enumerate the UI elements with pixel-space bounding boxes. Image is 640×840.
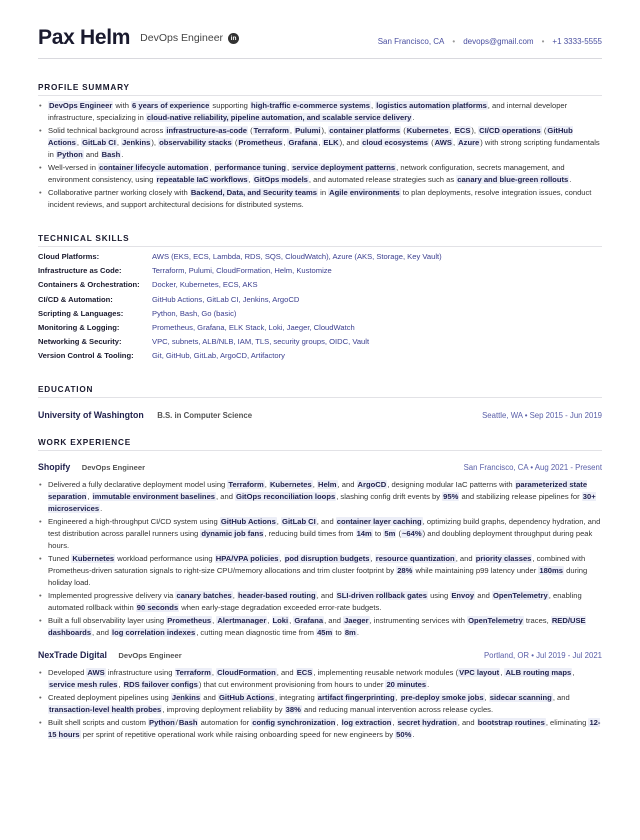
bullet-text: , xyxy=(283,138,288,147)
highlight-text: pre-deploy smoke jobs xyxy=(400,693,484,702)
highlight-text: 8m xyxy=(344,628,356,637)
highlight-text: service mesh rules xyxy=(49,680,118,689)
skill-value: Python, Bash, Go (basic) xyxy=(152,308,237,318)
highlight-text: 180ms xyxy=(539,566,564,575)
highlight-text: ALB routing maps xyxy=(505,668,572,677)
summary-list xyxy=(38,100,602,211)
bullet-text: , and xyxy=(457,718,477,727)
highlight-text: bootstrap routines xyxy=(477,718,545,727)
skill-value: Git, GitHub, GitLab, ArgoCD, Artifactory xyxy=(152,351,285,361)
job-header xyxy=(38,457,602,475)
skill-value: GitHub Actions, GitLab CI, Jenkins, ArgoCD xyxy=(152,294,300,304)
bullet-text: and xyxy=(475,591,493,600)
highlight-text: ECS xyxy=(454,126,471,135)
bullet-text: ) and doubling deployment throughput during peak hours. xyxy=(48,529,593,550)
bullet-text: , xyxy=(267,616,272,625)
highlight-text: Grafana xyxy=(294,616,324,625)
resume-header xyxy=(38,26,602,59)
resume-page xyxy=(38,26,602,739)
bullet-text: , designing modular IaC patterns with xyxy=(387,480,515,489)
highlight-text: cloud-native reliability, pipeline automation, and scalable service delivery xyxy=(146,113,412,122)
company-name: NexTrade Digital xyxy=(38,650,107,660)
bullet-text: , xyxy=(484,693,489,702)
bullet-text: , xyxy=(312,480,317,489)
highlight-text: infrastructure-as-code xyxy=(166,126,247,135)
bullet-text: , network configuration, secrets management, and environment consistency, using xyxy=(48,163,565,184)
bullet-text: . xyxy=(412,113,415,122)
bullet-text: , xyxy=(248,175,253,184)
highlight-text: 30+ microservices xyxy=(48,492,596,513)
highlight-text: Loki xyxy=(272,616,289,625)
bullet-text: during holiday load. xyxy=(48,566,588,587)
bullet-text: infrastructure using xyxy=(105,668,175,677)
skill-row xyxy=(38,250,602,264)
bullet-text: . xyxy=(569,175,572,184)
bullet-text: , and automated release strategies such as xyxy=(308,175,457,184)
bullet-item xyxy=(38,125,602,161)
highlight-text: 45m xyxy=(317,628,333,637)
bullet-text: ) with strong scripting fundamentals in xyxy=(48,138,600,159)
bullet-text: to xyxy=(372,529,384,538)
bullet-text: , integrating xyxy=(275,693,317,702)
contact-info xyxy=(378,37,602,46)
highlight-text: VPC layout xyxy=(459,668,500,677)
bullet-text: traces, xyxy=(523,616,551,625)
highlight-text: Prometheus xyxy=(238,138,283,147)
highlight-text: OpenTelemetry xyxy=(468,616,523,625)
highlight-text: config synchronization xyxy=(252,718,336,727)
bullet-text: to plan deployments, resolve integration issues, conduct incident reviews, and support architectural decisions for distributed systems. xyxy=(48,188,592,209)
skill-row xyxy=(38,293,602,307)
bullet-text: Created deployment pipelines using xyxy=(48,693,171,702)
bullet-text: , combined with Prometheus-driven saturation signals to right-size CPU/memory allocations and trim cluster footprint by xyxy=(48,554,586,575)
highlight-text: OpenTelemetry xyxy=(493,591,548,600)
highlight-text: canary and blue-green rollouts xyxy=(457,175,569,184)
education-entry xyxy=(38,405,602,423)
bullet-text: when early-stage degradation exceeded error-rate budgets. xyxy=(179,603,382,612)
highlight-text: ArgoCD xyxy=(357,480,387,489)
bullet-text: ), xyxy=(321,126,329,135)
bullet-text: per sprint of repetitive operational work while raising onboarding speed for new engineers by xyxy=(80,730,396,739)
highlight-text: SLI-driven rollback gates xyxy=(336,591,427,600)
bullet-text: , xyxy=(87,492,92,501)
highlight-text: Python xyxy=(149,718,175,727)
job-meta: San Francisco, CA • Aug 2021 - Present xyxy=(463,463,602,472)
job-bullets xyxy=(38,479,602,639)
contact-separator: • xyxy=(452,37,456,46)
bullet-item xyxy=(38,615,602,639)
bullet-text: and reducing manual intervention across release cycles. xyxy=(301,705,494,714)
bullet-text: in xyxy=(318,188,329,197)
highlight-text: Kubernetes xyxy=(72,554,115,563)
highlight-text: Bash xyxy=(101,150,121,159)
highlight-text: GitHub Actions xyxy=(48,126,573,147)
contact-separator: • xyxy=(541,37,545,46)
highlight-text: CI/CD operations xyxy=(479,126,541,135)
skill-row xyxy=(38,335,602,349)
highlight-text: 12-15 hours xyxy=(48,718,601,739)
bullet-text: , optimizing build graphs, dependency hydration, and test distribution across parallel runners using xyxy=(48,517,601,538)
highlight-text: cloud ecosystems xyxy=(362,138,428,147)
highlight-text: high-traffic e-commerce systems xyxy=(251,101,371,110)
bullet-text: , xyxy=(286,163,292,172)
linkedin-icon[interactable]: in xyxy=(228,33,239,44)
bullet-text: / xyxy=(175,718,178,727)
highlight-text: ECS xyxy=(296,668,313,677)
bullet-text: , instrumenting services with xyxy=(369,616,468,625)
highlight-text: resource quantization xyxy=(375,554,455,563)
skill-value: AWS (EKS, ECS, Lambda, RDS, SQS, CloudWatch), Azure (AKS, Storage, Key Vault) xyxy=(152,252,442,261)
highlight-text: Kubernetes xyxy=(269,480,312,489)
bullet-text: , xyxy=(392,718,397,727)
job-role: DevOps Engineer xyxy=(118,651,182,660)
highlight-text: ELK xyxy=(323,138,339,147)
bullet-item xyxy=(38,717,602,741)
skill-row xyxy=(38,321,602,335)
bullet-text: , xyxy=(264,480,269,489)
highlight-text: AWS xyxy=(87,668,105,677)
skill-row xyxy=(38,278,602,292)
bullet-text: , and xyxy=(276,668,296,677)
skill-value: Prometheus, Grafana, ELK Stack, Loki, Jaeger, CloudWatch xyxy=(152,323,355,333)
job-entry xyxy=(38,645,602,741)
bullet-text: , reducing build times from xyxy=(264,529,356,538)
bullet-item xyxy=(38,187,602,211)
bullet-text: , and internal developer infrastructure, specializing in xyxy=(48,101,568,122)
highlight-text: logistics automation platforms xyxy=(376,101,487,110)
highlight-text: dynamic job fans xyxy=(201,529,264,538)
highlight-text: Alertmanager xyxy=(217,616,267,625)
bullet-text: , xyxy=(318,138,323,147)
bullet-text: and xyxy=(83,150,101,159)
highlight-text: 50% xyxy=(396,730,412,739)
highlight-text: sidecar scanning xyxy=(489,693,552,702)
candidate-name: Pax Helm xyxy=(38,26,131,49)
bullet-text: , enabling automated rollback within xyxy=(48,591,582,612)
highlight-text: container platforms xyxy=(329,126,401,135)
highlight-text: repeatable IaC workflows xyxy=(156,175,248,184)
highlight-text: Envoy xyxy=(451,591,475,600)
job-role: DevOps Engineer xyxy=(81,463,146,472)
bullet-text: Built shell scripts and custom xyxy=(48,718,149,727)
work-experience-section xyxy=(38,438,602,742)
highlight-text: observability stacks xyxy=(159,138,232,147)
bullet-text: to xyxy=(333,628,344,637)
bullet-text: , xyxy=(279,554,284,563)
highlight-text: GitLab CI xyxy=(282,517,316,526)
bullet-text: and xyxy=(201,693,219,702)
bullet-item xyxy=(38,100,602,124)
bullet-text: ( xyxy=(247,126,253,135)
skill-category: Scripting & Languages: xyxy=(38,308,124,318)
job-bullets xyxy=(38,667,602,741)
skill-category: Infrastructure as Code: xyxy=(38,266,122,276)
bullet-text: supporting xyxy=(210,101,250,110)
highlight-text: artifact fingerprinting xyxy=(317,693,395,702)
bullet-item xyxy=(38,667,602,691)
highlight-text: HPA/VPA policies xyxy=(215,554,279,563)
section-heading: WORK EXPERIENCE xyxy=(38,438,602,451)
highlight-text: Python xyxy=(57,150,83,159)
bullet-text: , xyxy=(452,138,458,147)
bullet-text: ( xyxy=(232,138,238,147)
bullet-text: ), xyxy=(151,138,159,147)
highlight-text: container lifecycle automation xyxy=(99,163,209,172)
skill-category: CI/CD & Automation: xyxy=(38,294,113,304)
highlight-text: log extraction xyxy=(341,718,392,727)
bullet-text: , xyxy=(371,101,376,110)
job-header xyxy=(38,645,602,663)
highlight-text: Terraform xyxy=(175,668,211,677)
bullet-text: , xyxy=(116,138,122,147)
bullet-text: Well-versed in xyxy=(48,163,99,172)
bullet-text: ( xyxy=(541,126,547,135)
bullet-text: , xyxy=(500,668,505,677)
bullet-item xyxy=(38,516,602,552)
skill-value: Terraform, Pulumi, CloudFormation, Helm, Kustomize xyxy=(152,266,332,276)
bullet-text: , xyxy=(276,517,282,526)
highlight-text: log correlation indexes xyxy=(112,628,196,637)
bullet-text: Delivered a fully declarative deployment model using xyxy=(48,480,228,489)
job-entry xyxy=(38,457,602,639)
skill-row xyxy=(38,307,602,321)
skills-table xyxy=(38,250,602,364)
highlight-text: performance tuning xyxy=(214,163,286,172)
bullet-text: . xyxy=(100,504,103,513)
highlight-text: Helm xyxy=(317,480,337,489)
highlight-text: Kubernetes xyxy=(406,126,449,135)
bullet-text: , cutting mean diagnostic time from xyxy=(196,628,317,637)
highlight-text: 38% xyxy=(285,705,301,714)
bullet-text: ( xyxy=(428,138,434,147)
bullet-text: Developed xyxy=(48,668,87,677)
skill-category: Cloud Platforms: xyxy=(38,252,100,261)
highlight-text: priority classes xyxy=(475,554,532,563)
highlight-text: RDS failover configs xyxy=(123,680,198,689)
bullet-text: Implemented progressive delivery via xyxy=(48,591,176,600)
highlight-text: Bash xyxy=(178,718,198,727)
bullet-text: with xyxy=(113,101,132,110)
bullet-item xyxy=(38,553,602,589)
profile-summary-section xyxy=(38,83,602,212)
highlight-text: Terraform xyxy=(253,126,289,135)
highlight-text: 20 minutes xyxy=(386,680,427,689)
highlight-text: CloudFormation xyxy=(217,668,276,677)
bullet-text: , xyxy=(212,616,217,625)
job-title xyxy=(38,645,182,663)
bullet-text: , and xyxy=(316,517,336,526)
company-name: Shopify xyxy=(38,462,71,472)
bullet-text: Engineered a high-throughput CI/CD system using xyxy=(48,517,220,526)
skill-row xyxy=(38,349,602,363)
highlight-text: AWS xyxy=(434,138,452,147)
bullet-text: , xyxy=(572,668,575,677)
highlight-text: DevOps Engineer xyxy=(49,101,113,110)
bullet-text: automation for xyxy=(198,718,252,727)
bullet-text: , xyxy=(118,680,123,689)
highlight-text: container layer caching xyxy=(336,517,422,526)
highlight-text: 5m xyxy=(384,529,396,538)
bullet-text: and stabilizing release pipelines for xyxy=(459,492,582,501)
highlight-text: Pulumi xyxy=(295,126,321,135)
location-text: San Francisco, CA xyxy=(377,37,445,46)
skill-row xyxy=(38,264,602,278)
technical-skills-section xyxy=(38,234,602,364)
bullet-text: ), and xyxy=(339,138,362,147)
highlight-text: 28% xyxy=(397,566,413,575)
bullet-item xyxy=(38,162,602,186)
bullet-text: , and xyxy=(216,492,236,501)
job-meta: Portland, OR • Jul 2019 - Jul 2021 xyxy=(483,651,602,660)
highlight-text: Agile environments xyxy=(329,188,400,197)
highlight-text: 14m xyxy=(356,529,372,538)
highlight-text: 90 seconds xyxy=(136,603,179,612)
phone-link[interactable]: +1 3333-5555 xyxy=(552,37,602,46)
bullet-text: ), xyxy=(471,126,479,135)
name-block xyxy=(38,26,239,50)
bullet-text: . xyxy=(121,150,124,159)
bullet-text: , slashing config drift events by xyxy=(336,492,443,501)
bullet-text: , eliminating xyxy=(545,718,589,727)
highlight-text: immutable environment baselines xyxy=(92,492,216,501)
highlight-text: Azure xyxy=(458,138,480,147)
bullet-text: , and xyxy=(455,554,475,563)
education-meta: Seattle, WA • Sep 2015 - Jun 2019 xyxy=(482,411,602,420)
highlight-text: 6 years of experience xyxy=(132,101,210,110)
skill-category: Version Control & Tooling: xyxy=(38,351,134,361)
bullet-text: , xyxy=(289,126,295,135)
bullet-text: Solid technical background across xyxy=(48,126,166,135)
section-heading: TECHNICAL SKILLS xyxy=(38,234,602,247)
bullet-text: while maintaining p99 latency under xyxy=(413,566,539,575)
bullet-text: , implementing reusable network modules ( xyxy=(313,668,459,677)
skill-category: Monitoring & Logging: xyxy=(38,323,120,333)
bullet-text: . xyxy=(356,628,359,637)
bullet-text: ) that cut environment provisioning from hours to under xyxy=(198,680,386,689)
highlight-text: Terraform xyxy=(228,480,264,489)
bullet-text: , xyxy=(370,554,375,563)
bullet-text: , and xyxy=(337,480,357,489)
highlight-text: Backend, Data, and Security teams xyxy=(190,188,318,197)
degree-name: B.S. in Computer Science xyxy=(157,411,253,420)
job-title xyxy=(38,457,145,475)
highlight-text: GitOps models xyxy=(253,175,308,184)
school-name: University of Washington xyxy=(38,410,144,420)
highlight-text: service deployment patterns xyxy=(292,163,396,172)
highlight-text: ~64% xyxy=(401,529,422,538)
skill-category: Containers & Orchestration: xyxy=(38,280,140,290)
highlight-text: header-based routing xyxy=(238,591,316,600)
bullet-text: , and xyxy=(316,591,336,600)
bullet-text: ( xyxy=(401,126,406,135)
bullet-text: , xyxy=(232,591,237,600)
bullet-text: ( xyxy=(396,529,401,538)
highlight-text: GitLab CI xyxy=(82,138,116,147)
bullet-text: . xyxy=(427,680,430,689)
highlight-text: GitHub Actions xyxy=(220,517,276,526)
bullet-text: workload performance using xyxy=(115,554,215,563)
candidate-title: DevOps Engineer xyxy=(140,32,224,44)
bullet-text: using xyxy=(427,591,451,600)
bullet-text: , xyxy=(449,126,454,135)
highlight-text: GitHub Actions xyxy=(219,693,274,702)
section-heading: PROFILE SUMMARY xyxy=(38,83,602,96)
bullet-text: , and xyxy=(324,616,344,625)
highlight-text: Prometheus xyxy=(167,616,212,625)
education-section xyxy=(38,385,602,423)
bullet-text: , xyxy=(289,616,294,625)
highlight-text: Jenkins xyxy=(122,138,151,147)
bullet-text: Tuned xyxy=(48,554,72,563)
bullet-text: , xyxy=(336,718,341,727)
highlight-text: Grafana xyxy=(288,138,318,147)
highlight-text: Jenkins xyxy=(171,693,201,702)
skill-value: Docker, Kubernetes, ECS, AKS xyxy=(152,280,258,290)
bullet-text: , improving deployment reliability by xyxy=(162,705,285,714)
highlight-text: secret hydration xyxy=(397,718,457,727)
bullet-text: , xyxy=(395,693,400,702)
highlight-text: 95% xyxy=(443,492,459,501)
bullet-text: , xyxy=(209,163,214,172)
bullet-item xyxy=(38,692,602,716)
bullet-text: Collaborative partner working closely with xyxy=(48,188,190,197)
highlight-text: pod disruption budgets xyxy=(284,554,370,563)
highlight-text: GitOps reconciliation loops xyxy=(236,492,336,501)
email-link[interactable]: devops@gmail.com xyxy=(463,37,534,46)
highlight-text: parameterized state separation xyxy=(48,480,588,501)
bullet-item xyxy=(38,590,602,614)
highlight-text: canary batches xyxy=(176,591,232,600)
section-heading: EDUCATION xyxy=(38,385,602,398)
bullet-text: . xyxy=(412,730,415,739)
bullet-text: , xyxy=(211,668,217,677)
bullet-text: Built a full observability layer using xyxy=(48,616,167,625)
skill-value: VPC, subnets, ALB/NLB, IAM, TLS, security groups, OIDC, Vault xyxy=(152,337,370,347)
bullet-text: , xyxy=(76,138,82,147)
education-title xyxy=(38,405,252,423)
highlight-text: transaction-level health probes xyxy=(49,705,162,714)
bullet-text: , and xyxy=(552,693,570,702)
highlight-text: RED/USE dashboards xyxy=(48,616,586,637)
bullet-item xyxy=(38,479,602,515)
bullet-text: , and xyxy=(92,628,112,637)
skill-category: Networking & Security: xyxy=(38,337,122,347)
highlight-text: Jaeger xyxy=(344,616,369,625)
